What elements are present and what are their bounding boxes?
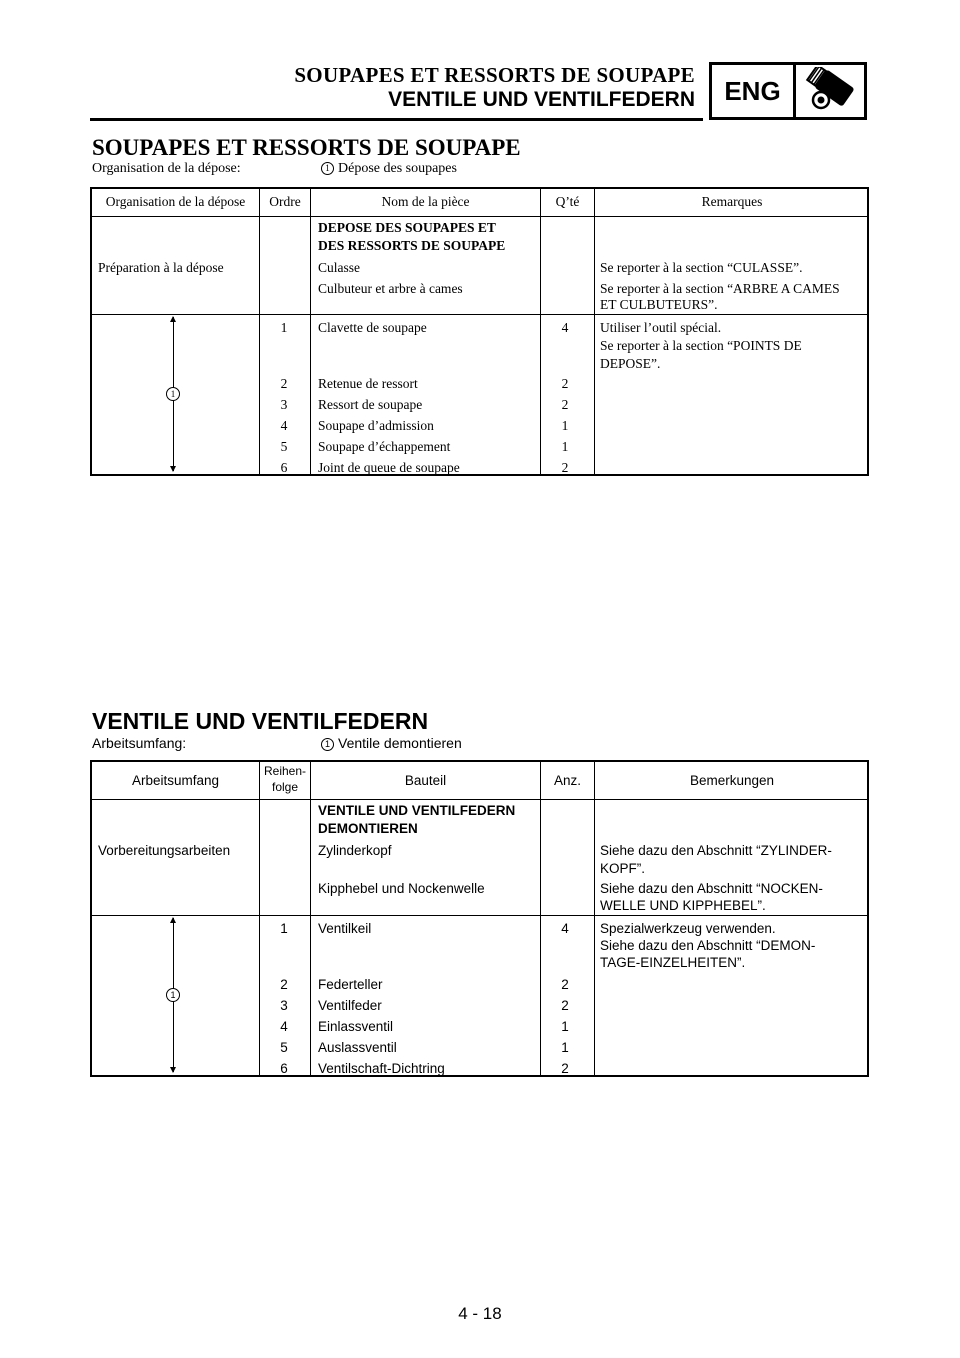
prep-group-de — [92, 800, 867, 916]
part-name: Soupape d’échappement — [318, 439, 451, 454]
part-name: Auslassventil — [318, 1040, 397, 1055]
table-header-de — [92, 762, 867, 800]
part-order: 4 — [280, 1019, 288, 1034]
part-name: Ventilfeder — [318, 998, 382, 1013]
part-qty: 2 — [561, 460, 569, 475]
scope-value-fr — [321, 161, 457, 177]
header-rule — [90, 118, 703, 121]
part-qty: 1 — [561, 1040, 569, 1055]
header-title-fr: SOUPAPES ET RESSORTS DE SOUPAPE — [294, 63, 695, 87]
part-qty: 2 — [561, 977, 569, 992]
scope-num-fr: 1 — [321, 162, 334, 175]
removal-table-fr — [90, 187, 869, 476]
part-order: 1 — [280, 320, 288, 335]
col-header: Q’té — [555, 194, 580, 209]
prep-item-remark: Siehe dazu den Abschnitt “ZYLINDER- — [600, 843, 832, 858]
part-qty: 2 — [561, 376, 569, 391]
part-qty: 4 — [561, 921, 569, 936]
parts-group-de — [92, 916, 867, 1076]
part-remark: Utiliser l’outil spécial. — [600, 320, 722, 335]
part-remark: DEPOSE”. — [600, 356, 661, 371]
part-order: 2 — [280, 376, 288, 391]
part-qty: 4 — [561, 320, 569, 335]
prep-heading: VENTILE UND VENTILFEDERN — [318, 803, 516, 818]
col-header: Ordre — [269, 194, 301, 209]
part-order: 3 — [280, 397, 288, 412]
prep-item-name: Zylinderkopf — [318, 843, 392, 858]
prep-item-name: Culasse — [318, 260, 360, 275]
bracket-arrow — [170, 918, 176, 1072]
part-qty: 2 — [561, 1061, 569, 1076]
section-badge — [709, 62, 867, 120]
prep-item-name: Kipphebel und Nockenwelle — [318, 881, 485, 896]
scope-label-fr: Organisation de la dépose: — [92, 161, 241, 176]
part-order: 3 — [280, 998, 288, 1013]
header-title-de: VENTILE UND VENTILFEDERN — [388, 88, 695, 111]
part-qty: 1 — [561, 418, 569, 433]
col-header: Organisation de la dépose — [105, 194, 246, 209]
part-remark: Siehe dazu den Abschnitt “DEMON- — [600, 938, 816, 953]
table-header-fr — [92, 189, 867, 217]
scope-text-fr: Dépose des soupapes — [338, 161, 457, 176]
part-order: 5 — [280, 1040, 288, 1055]
col-header: Bemerkungen — [689, 773, 775, 788]
part-order: 2 — [280, 977, 288, 992]
scope-text-de: Ventile demontieren — [338, 735, 462, 751]
prep-group-fr — [92, 217, 867, 315]
col-header: Nom de la pièce — [381, 194, 470, 209]
part-order: 4 — [280, 418, 288, 433]
part-order: 6 — [280, 1061, 288, 1076]
scope-label-de: Arbeitsumfang: — [92, 735, 187, 751]
prep-heading: DEMONTIEREN — [318, 821, 418, 836]
part-qty: 1 — [561, 1019, 569, 1034]
part-remark: Spezialwerkzeug verwenden. — [600, 921, 776, 936]
prep-label: Vorbereitungsarbeiten — [98, 843, 231, 858]
part-name: Federteller — [318, 977, 383, 992]
bracket-arrow — [170, 317, 176, 471]
prep-item-remark: KOPF”. — [600, 861, 646, 876]
prep-item-remark: Se reporter à la section “CULASSE”. — [600, 260, 803, 275]
prep-heading: DEPOSE DES SOUPAPES ET — [318, 220, 496, 235]
col-header: Reihen- — [263, 764, 307, 778]
col-header: Remarques — [701, 194, 763, 209]
part-name: Retenue de ressort — [318, 376, 418, 391]
col-header: Arbeitsumfang — [131, 773, 220, 788]
page-number: 4 - 18 — [458, 1304, 502, 1323]
prep-heading: DES RESSORTS DE SOUPAPE — [318, 238, 506, 253]
prep-item-remark: ET CULBUTEURS”. — [600, 297, 718, 312]
part-order: 1 — [280, 921, 288, 936]
section-title-fr: SOUPAPES ET RESSORTS DE SOUPAPE — [92, 135, 521, 160]
part-name: Ventilschaft-Dichtring — [318, 1061, 445, 1076]
part-qty: 2 — [561, 998, 569, 1013]
part-order: 6 — [280, 460, 288, 475]
prep-item-remark: WELLE UND KIPPHEBEL”. — [600, 898, 766, 913]
part-remark: Se reporter à la section “POINTS DE — [600, 338, 802, 353]
part-name: Ressort de soupape — [318, 397, 423, 412]
bracket-label: 1 — [166, 988, 180, 1002]
scope-num-de: 1 — [321, 738, 334, 751]
part-qty: 2 — [561, 397, 569, 412]
part-order: 5 — [280, 439, 288, 454]
engine-part-icon — [796, 65, 864, 117]
badge-label: ENG — [712, 65, 796, 117]
prep-item-remark: Siehe dazu den Abschnitt “NOCKEN- — [600, 881, 823, 896]
prep-item-name: Culbuteur et arbre à cames — [318, 281, 463, 296]
removal-table-de — [90, 760, 869, 1077]
section-title-de: VENTILE UND VENTILFEDERN — [92, 708, 429, 734]
prep-label: Préparation à la dépose — [98, 260, 224, 275]
part-remark: TAGE-EINZELHEITEN”. — [600, 955, 746, 970]
col-header: Bauteil — [404, 773, 447, 788]
part-qty: 1 — [561, 439, 569, 454]
parts-group-fr — [92, 315, 867, 475]
bracket-label: 1 — [166, 387, 180, 401]
scope-value-de — [321, 735, 462, 751]
col-header: folge — [271, 780, 299, 794]
part-name: Soupape d’admission — [318, 418, 434, 433]
part-name: Einlassventil — [318, 1019, 394, 1034]
col-header: Anz. — [553, 773, 581, 788]
part-name: Joint de queue de soupape — [318, 460, 460, 475]
prep-item-remark: Se reporter à la section “ARBRE A CAMES — [600, 281, 840, 296]
part-name: Clavette de soupape — [318, 320, 427, 335]
part-name: Ventilkeil — [318, 921, 372, 936]
